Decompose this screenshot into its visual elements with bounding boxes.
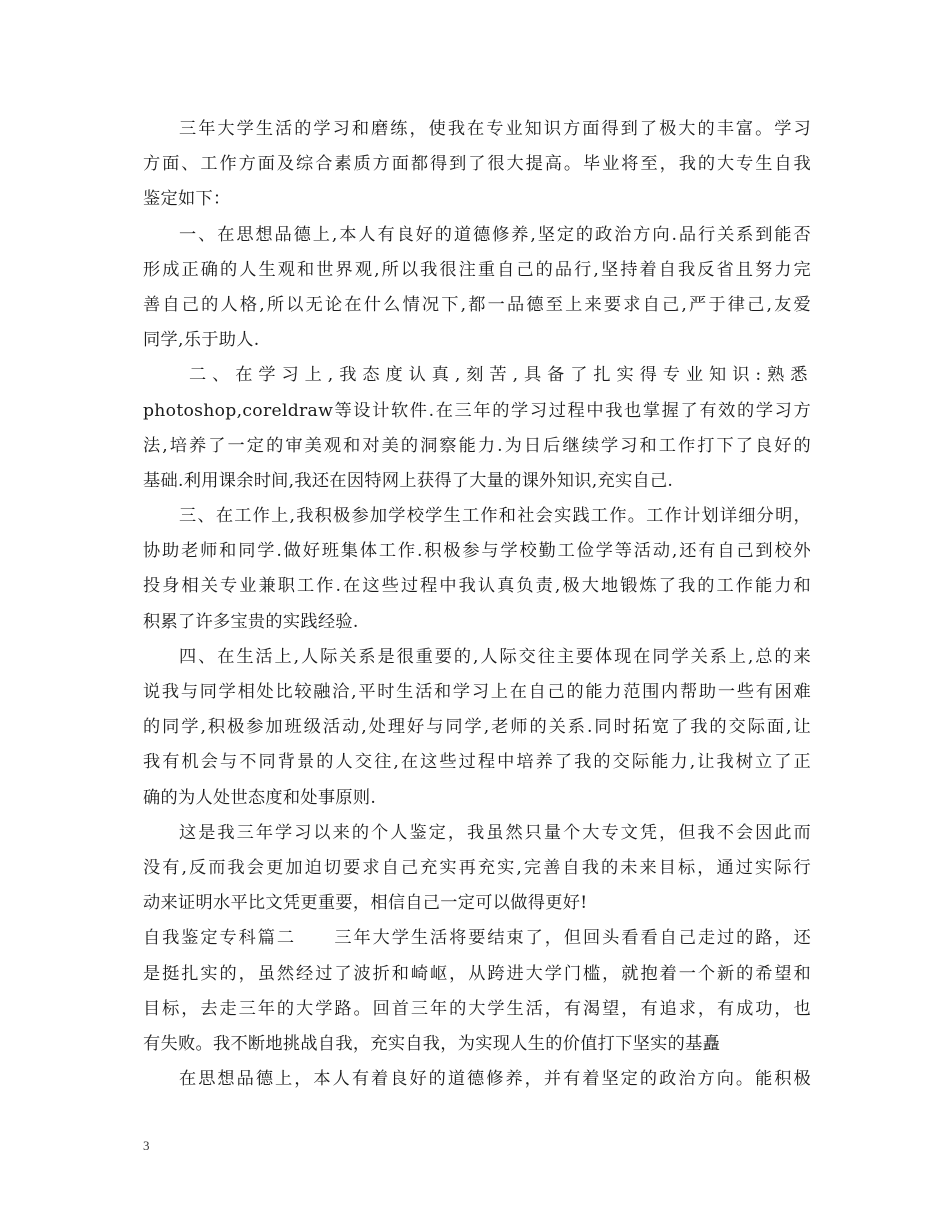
text-line: 是挺扎实的，虽然经过了波折和崎岖，从跨进大学门槛，就抱着一个新的希望和 <box>143 963 811 984</box>
text-line: 协助老师和同学.做好班集体工作.积极参与学校勤工俭学等活动,还有自己到校外 <box>143 541 811 562</box>
document-body <box>143 112 811 1097</box>
text-line: 积累了许多宝贵的实践经验. <box>143 611 359 632</box>
text-line: 二、在学习上,我态度认真,刻苦,具备了扎实得专业知识:熟悉 <box>189 365 811 386</box>
text-line: 法,培养了一定的审美观和对美的洞察能力.为日后继续学习和工作打下了良好的 <box>143 435 811 456</box>
text-line: 我有机会与不同背景的人交往,在这些过程中培养了我的交际能力,让我树立了正 <box>143 752 811 773</box>
text-line: 动来证明水平比文凭更重要，相信自己一定可以做得更好! <box>143 893 588 914</box>
text-line: 没有,反而我会更加迫切要求自己充实再充实,完善自我的未来目标，通过实际行 <box>143 857 811 878</box>
text-line: photoshop,coreldraw等设计软件.在三年的学习过程中我也掌握了有效的学习方 <box>143 400 811 421</box>
text-line: 自我鉴定专科篇二 三年大学生活将要结束了，但回头看看自己走过的路，还 <box>143 928 811 949</box>
text-line: 方面、工作方面及综合素质方面都得到了很大提高。毕业将至，我的大专生自我 <box>143 154 811 175</box>
text-line: 三年大学生活的学习和磨练，使我在专业知识方面得到了极大的丰富。学习 <box>179 119 811 139</box>
text-line: 目标，去走三年的大学路。回首三年的大学生活，有渴望，有追求，有成功，也 <box>143 998 811 1019</box>
page-number: 3 <box>143 1138 150 1153</box>
text-line: 说我与同学相处比较融洽,平时生活和学习上在自己的能力范围内帮助一些有困难 <box>143 682 811 702</box>
text-line: 形成正确的人生观和世界观,所以我很注重自己的品行,坚持着自我反省且努力完 <box>143 259 811 280</box>
text-line: 这是我三年学习以来的个人鉴定，我虽然只量个大专文凭，但我不会因此而 <box>179 822 811 843</box>
text-line: 的同学,积极参加班级活动,处理好与同学,老师的关系.同时拓宽了我的交际面,让 <box>143 717 811 738</box>
text-line: 鉴定如下： <box>143 189 231 210</box>
text-line: 投身相关专业兼职工作.在这些过程中我认真负责,极大地锻炼了我的工作能力和 <box>143 576 811 597</box>
text-line: 四、在生活上,人际关系是很重要的,人际交往主要体现在同学关系上,总的来 <box>179 646 811 667</box>
text-line: 三、在工作上,我积极参加学校学生工作和社会实践工作。工作计划详细分明， <box>179 506 811 527</box>
text-line: 在思想品德上，本人有着良好的道德修养，并有着坚定的政治方向。能积极 <box>179 1069 811 1090</box>
text-line: 基础.利用课余时间,我还在因特网上获得了大量的课外知识,充实自己. <box>143 470 674 491</box>
text-line: 同学,乐于助人. <box>143 330 260 351</box>
text-line: 善自己的人格,所以无论在什么情况下,都一品德至上来要求自己,严于律己,友爱 <box>143 294 811 315</box>
text-line: 确的为人处世态度和处事原则. <box>143 787 377 808</box>
text-line: 一、在思想品德上,本人有良好的道德修养,坚定的政治方向.品行关系到能否 <box>179 224 811 245</box>
text-line: 有失败。我不断地挑战自我，充实自我，为实现人生的价值打下坚实的基矗 <box>143 1033 721 1054</box>
